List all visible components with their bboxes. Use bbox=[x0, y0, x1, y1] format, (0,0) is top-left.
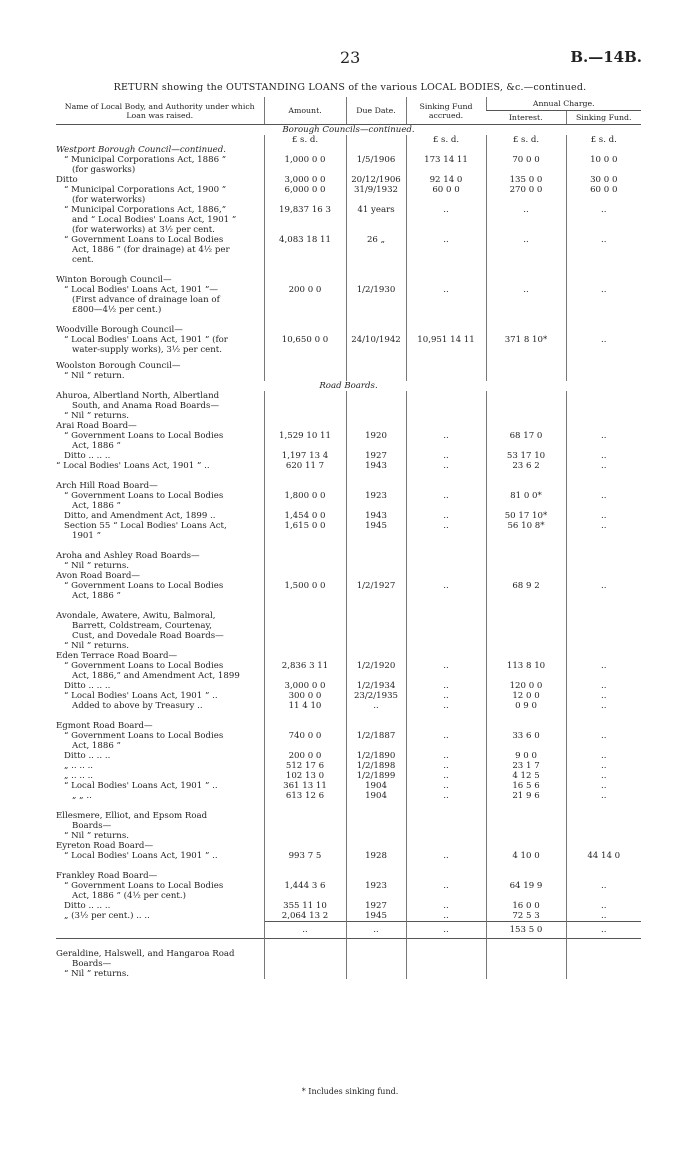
amount-cell: 300 0 0 bbox=[264, 691, 346, 701]
interest-cell: 23 1 7 bbox=[486, 761, 566, 771]
header-sinking-accrued: Sinking Fund accrued. bbox=[406, 97, 486, 125]
fund-cell: .. bbox=[566, 421, 641, 451]
table-row bbox=[56, 571, 641, 601]
table-row bbox=[56, 901, 641, 911]
body-name: Frankley Road Board— bbox=[56, 871, 158, 881]
authority-line: Act, 1886 ” bbox=[72, 501, 121, 511]
table-row bbox=[56, 361, 641, 381]
fund-cell: 10 0 0 bbox=[566, 145, 641, 175]
accrued-cell: 60 0 0 bbox=[406, 185, 486, 205]
fund-cell: .. bbox=[566, 325, 641, 355]
authority-line: Added to above by Treasury .. bbox=[72, 701, 203, 711]
table-row bbox=[56, 701, 641, 711]
authority-line: Ditto bbox=[56, 175, 78, 185]
authority-line: (for waterworks) at 3½ per cent. bbox=[72, 225, 215, 235]
amount-cell: 102 13 0 bbox=[264, 771, 346, 781]
authority-line: “ Local Bodies' Loans Act, 1901 ” .. bbox=[64, 851, 218, 861]
accrued-cell: .. bbox=[406, 781, 486, 791]
authority-line: “ Local Bodies' Loans Act, 1901 ” (for bbox=[64, 335, 228, 345]
table-row bbox=[56, 871, 641, 901]
body-name: Boards— bbox=[72, 959, 112, 969]
interest-cell: 371 8 10* bbox=[486, 325, 566, 355]
amount-cell: 1,000 0 0 bbox=[264, 145, 346, 175]
body-name: South, and Anama Road Boards— bbox=[72, 401, 220, 411]
table-row bbox=[56, 611, 641, 651]
due-cell: 24/10/1942 bbox=[346, 325, 406, 355]
authority-line: “ Nil ” returns. bbox=[64, 641, 129, 651]
table-row bbox=[56, 235, 641, 265]
amount-cell: 200 0 0 bbox=[264, 275, 346, 315]
currency-fund: £ s. d. bbox=[566, 135, 641, 145]
interest-cell: .. bbox=[486, 205, 566, 235]
due-cell: 1/2/1898 bbox=[346, 761, 406, 771]
authority-line: „ (3½ per cent.) .. .. bbox=[64, 911, 150, 921]
due-cell: 1/2/1890 bbox=[346, 751, 406, 761]
authority-line: (First advance of drainage loan of bbox=[72, 295, 220, 305]
accrued-cell: .. bbox=[406, 571, 486, 601]
fund-cell: 44 14 0 bbox=[566, 851, 641, 861]
authority-line: “ Local Bodies' Loans Act, 1901 ” .. bbox=[64, 781, 218, 791]
due-cell: 1927 bbox=[346, 901, 406, 911]
amount-cell: 993 7 5 bbox=[264, 851, 346, 861]
document-reference: B.—14B. bbox=[570, 48, 642, 66]
interest-cell: 23 6 2 bbox=[486, 461, 566, 471]
accrued-cell: .. bbox=[406, 701, 486, 711]
authority-line: water-supply works), 3½ per cent. bbox=[72, 345, 222, 355]
header-body: Name of Local Body, and Authority under which Loan was raised. bbox=[56, 97, 264, 125]
fund-cell: .. bbox=[566, 781, 641, 791]
due-cell: 1/2/1887 bbox=[346, 721, 406, 751]
currency-sinking: £ s. d. bbox=[406, 135, 486, 145]
accrued-cell: .. bbox=[406, 901, 486, 911]
authority-line: Act, 1886,” and Amendment Act, 1899 bbox=[72, 671, 240, 681]
interest-cell: 0 9 0 bbox=[486, 701, 566, 711]
interest-cell: 68 9 2 bbox=[486, 571, 566, 601]
table-row bbox=[56, 721, 641, 751]
authority-line: „ .. .. .. bbox=[64, 771, 94, 781]
interest-total-cell: 153 5 0 bbox=[486, 922, 566, 939]
due-cell: 1/5/1906 bbox=[346, 145, 406, 175]
authority-line: “ Local Bodies' Loans Act, 1901 ” .. bbox=[64, 691, 218, 701]
fund-cell: .. bbox=[566, 771, 641, 781]
amount-cell: 1,454 0 0 bbox=[264, 511, 346, 521]
fund-cell: .. bbox=[566, 651, 641, 681]
fund-cell: .. bbox=[566, 751, 641, 761]
section-borough-councils: Borough Councils—continued. bbox=[282, 125, 415, 135]
amount-cell: 361 13 11 bbox=[264, 781, 346, 791]
fund-cell: .. bbox=[566, 205, 641, 235]
accrued-cell: 92 14 0 bbox=[406, 175, 486, 185]
interest-cell: 53 17 10 bbox=[486, 451, 566, 461]
table-row bbox=[56, 185, 641, 205]
authority-line: Act, 1886 ” (for drainage) at 4½ per bbox=[72, 245, 230, 255]
authority-line: Act, 1886 ” bbox=[72, 741, 121, 751]
body-name: Westport Borough Council—continued. bbox=[56, 145, 226, 155]
fund-cell: .. bbox=[566, 901, 641, 911]
table-row bbox=[56, 421, 641, 451]
authority-line: “ Municipal Corporations Act, 1886,” bbox=[64, 205, 227, 215]
authority-line: Act, 1886 ” bbox=[72, 441, 121, 451]
table-row bbox=[56, 949, 641, 979]
currency-blank bbox=[56, 135, 264, 145]
body-name: Avon Road Board— bbox=[56, 571, 140, 581]
fund-cell: .. bbox=[566, 761, 641, 771]
due-cell: 1945 bbox=[346, 521, 406, 541]
fund-cell: .. bbox=[566, 571, 641, 601]
fund-cell: .. bbox=[566, 922, 641, 939]
amount-cell: 6,000 0 0 bbox=[264, 185, 346, 205]
amount-cell: 19,837 16 3 bbox=[264, 205, 346, 235]
interest-cell: 16 5 6 bbox=[486, 781, 566, 791]
accrued-cell: .. bbox=[406, 851, 486, 861]
accrued-cell: .. bbox=[406, 771, 486, 781]
header-amount: Amount. bbox=[264, 97, 346, 125]
accrued-cell: .. bbox=[406, 481, 486, 511]
amount-cell: 1,800 0 0 bbox=[264, 481, 346, 511]
authority-line: „ .. .. .. bbox=[64, 761, 94, 771]
accrued-cell: .. bbox=[406, 691, 486, 701]
fund-cell: .. bbox=[566, 721, 641, 751]
amount-cell: 1,197 13 4 bbox=[264, 451, 346, 461]
due-cell: 1904 bbox=[346, 791, 406, 801]
due-cell: 1927 bbox=[346, 451, 406, 461]
interest-cell: 70 0 0 bbox=[486, 145, 566, 175]
amount-cell: 2,836 3 11 bbox=[264, 651, 346, 681]
amount-cell: 740 0 0 bbox=[264, 721, 346, 751]
authority-line: £800—4½ per cent.) bbox=[72, 305, 162, 315]
accrued-cell: .. bbox=[406, 461, 486, 471]
body-name: Barrett, Coldstream, Courtenay, bbox=[72, 621, 212, 631]
authority-line: Ditto .. .. .. bbox=[64, 451, 111, 461]
authority-line: “ Local Bodies' Loans Act, 1901 ” .. bbox=[56, 461, 210, 471]
table-row bbox=[56, 851, 641, 861]
authority-line: “ Government Loans to Local Bodies bbox=[64, 661, 224, 671]
authority-line: “ Nil ” return. bbox=[64, 371, 125, 381]
body-name: Geraldine, Halswell, and Hangaroa Road bbox=[56, 949, 235, 959]
fund-cell: .. bbox=[566, 275, 641, 315]
authority-line: Ditto .. .. .. bbox=[64, 681, 111, 691]
due-cell: 1/2/1920 bbox=[346, 651, 406, 681]
table-row bbox=[56, 751, 641, 761]
accrued-cell: .. bbox=[406, 721, 486, 751]
authority-line: Act, 1886 ” (4½ per cent.) bbox=[72, 891, 186, 901]
due-cell: 31/9/1932 bbox=[346, 185, 406, 205]
footnote: * Includes sinking fund. bbox=[301, 1087, 399, 1096]
table-row bbox=[56, 145, 641, 175]
authority-line: „ „ .. bbox=[72, 791, 92, 801]
fund-cell: .. bbox=[566, 911, 641, 922]
fund-cell: .. bbox=[566, 481, 641, 511]
authority-line: cent. bbox=[72, 255, 94, 265]
authority-line: (for waterworks) bbox=[72, 195, 146, 205]
amount-cell: 512 17 6 bbox=[264, 761, 346, 771]
amount-cell: 3,000 0 0 bbox=[264, 681, 346, 691]
header-sinking-fund: Sinking Fund. bbox=[566, 111, 641, 125]
table-row bbox=[56, 781, 641, 791]
amount-cell: 10,650 0 0 bbox=[264, 325, 346, 355]
table-row bbox=[56, 691, 641, 701]
interest-cell: 12 0 0 bbox=[486, 691, 566, 701]
body-name: Arai Road Board— bbox=[56, 421, 137, 431]
table-row bbox=[56, 771, 641, 781]
authority-line: Act, 1886 ” bbox=[72, 591, 121, 601]
table-row bbox=[56, 681, 641, 691]
table-row bbox=[56, 451, 641, 461]
due-cell: 1/2/1899 bbox=[346, 771, 406, 781]
accrued-cell: .. bbox=[406, 922, 486, 939]
body-name: Arch Hill Road Board— bbox=[56, 481, 158, 491]
interest-cell: 64 19 9 bbox=[486, 871, 566, 901]
fund-cell: .. bbox=[566, 871, 641, 901]
fund-cell: .. bbox=[566, 681, 641, 691]
due-cell: 20/12/1906 bbox=[346, 175, 406, 185]
accrued-cell: .. bbox=[406, 681, 486, 691]
loans-table bbox=[56, 97, 641, 979]
authority-line: Ditto, and Amendment Act, 1899 .. bbox=[64, 511, 216, 521]
authority-line: “ Government Loans to Local Bodies bbox=[64, 235, 224, 245]
interest-cell: 33 6 0 bbox=[486, 721, 566, 751]
section-road-boards: Road Boards. bbox=[319, 381, 378, 391]
fund-cell: 30 0 0 bbox=[566, 175, 641, 185]
authority-line: “ Government Loans to Local Bodies bbox=[64, 731, 224, 741]
amount-cell: .. bbox=[264, 922, 346, 939]
due-cell: 1923 bbox=[346, 871, 406, 901]
interest-cell: 68 17 0 bbox=[486, 421, 566, 451]
due-cell: 1943 bbox=[346, 461, 406, 471]
body-name: Boards— bbox=[72, 821, 112, 831]
due-cell: 23/2/1935 bbox=[346, 691, 406, 701]
accrued-cell: .. bbox=[406, 521, 486, 541]
amount-cell: 1,444 3 6 bbox=[264, 871, 346, 901]
authority-line: “ Nil ” returns. bbox=[64, 411, 129, 421]
due-cell: 1/2/1930 bbox=[346, 275, 406, 315]
fund-cell: .. bbox=[566, 521, 641, 541]
accrued-cell: 10,951 14 11 bbox=[406, 325, 486, 355]
fund-cell: 60 0 0 bbox=[566, 185, 641, 205]
authority-line: and “ Local Bodies' Loans Act, 1901 ” bbox=[72, 215, 237, 225]
table-row bbox=[56, 481, 641, 511]
table-row bbox=[56, 651, 641, 681]
fund-cell: .. bbox=[566, 511, 641, 521]
fund-cell: .. bbox=[566, 701, 641, 711]
due-cell: 1923 bbox=[346, 481, 406, 511]
authority-line: “ Government Loans to Local Bodies bbox=[64, 491, 224, 501]
amount-cell: 355 11 10 bbox=[264, 901, 346, 911]
interest-cell: 135 0 0 bbox=[486, 175, 566, 185]
accrued-cell: .. bbox=[406, 751, 486, 761]
fund-cell: .. bbox=[566, 451, 641, 461]
body-name: Woolston Borough Council— bbox=[56, 361, 181, 371]
accrued-cell: .. bbox=[406, 275, 486, 315]
due-cell: 1/2/1934 bbox=[346, 681, 406, 691]
due-cell: 1945 bbox=[346, 911, 406, 922]
table-row bbox=[56, 175, 641, 185]
header-interest: Interest. bbox=[486, 111, 566, 125]
fund-cell: .. bbox=[566, 235, 641, 265]
interest-cell: 72 5 3 bbox=[486, 911, 566, 922]
accrued-cell: .. bbox=[406, 761, 486, 771]
due-cell: .. bbox=[346, 701, 406, 711]
fund-cell: .. bbox=[566, 691, 641, 701]
table-row bbox=[56, 791, 641, 801]
due-cell: 26 „ bbox=[346, 235, 406, 265]
authority-line: “ Nil ” returns. bbox=[64, 561, 129, 571]
interest-cell: 81 0 0* bbox=[486, 481, 566, 511]
authority-line: “ Government Loans to Local Bodies bbox=[64, 881, 224, 891]
table-row bbox=[56, 325, 641, 355]
table-row bbox=[56, 911, 641, 922]
currency-amount: £ s. d. bbox=[264, 135, 346, 145]
authority-line: “ Nil ” returns. bbox=[64, 831, 129, 841]
body-name: Avondale, Awatere, Awitu, Balmoral, bbox=[56, 611, 216, 621]
table-row bbox=[56, 205, 641, 235]
return-title: RETURN showing the OUTSTANDING LOANS of the various LOCAL BODIES, &c.—continued. bbox=[113, 82, 587, 93]
body-name: Eyreton Road Board— bbox=[56, 841, 154, 851]
accrued-cell: .. bbox=[406, 421, 486, 451]
interest-cell: 16 0 0 bbox=[486, 901, 566, 911]
table-row bbox=[56, 391, 641, 421]
authority-line: “ Local Bodies' Loans Act, 1901 ”— bbox=[64, 285, 218, 295]
currency-interest: £ s. d. bbox=[486, 135, 566, 145]
due-cell: 1/2/1927 bbox=[346, 571, 406, 601]
interest-cell: 56 10 8* bbox=[486, 521, 566, 541]
interest-cell: .. bbox=[486, 235, 566, 265]
accrued-cell: .. bbox=[406, 235, 486, 265]
table-row bbox=[56, 521, 641, 541]
interest-cell: 270 0 0 bbox=[486, 185, 566, 205]
accrued-cell: .. bbox=[406, 511, 486, 521]
authority-line: “ Government Loans to Local Bodies bbox=[64, 431, 224, 441]
accrued-cell: .. bbox=[406, 911, 486, 922]
accrued-cell: 173 14 11 bbox=[406, 145, 486, 175]
authority-line: “ Municipal Corporations Act, 1900 ” bbox=[64, 185, 227, 195]
due-cell: 1904 bbox=[346, 781, 406, 791]
body-name: Cust, and Dovedale Road Boards— bbox=[72, 631, 224, 641]
amount-cell: 2,064 13 2 bbox=[264, 911, 346, 922]
body-name: Egmont Road Board— bbox=[56, 721, 153, 731]
authority-line: Ditto .. .. .. bbox=[64, 751, 111, 761]
amount-cell: 613 12 6 bbox=[264, 791, 346, 801]
amount-cell: 620 11 7 bbox=[264, 461, 346, 471]
table-row bbox=[56, 761, 641, 771]
table-row bbox=[56, 275, 641, 315]
header-annual-charge: Annual Charge. bbox=[486, 97, 641, 111]
authority-line: “ Nil ” returns. bbox=[64, 969, 129, 979]
accrued-cell: .. bbox=[406, 871, 486, 901]
body-name: Ellesmere, Elliot, and Epsom Road bbox=[56, 811, 208, 821]
fund-cell: .. bbox=[566, 791, 641, 801]
amount-cell: 1,500 0 0 bbox=[264, 571, 346, 601]
table-row bbox=[56, 551, 641, 571]
amount-cell: 1,529 10 11 bbox=[264, 421, 346, 451]
body-name: Eden Terrace Road Board— bbox=[56, 651, 178, 661]
authority-line: (for gasworks) bbox=[72, 165, 136, 175]
header-due-date: Due Date. bbox=[346, 97, 406, 125]
interest-cell: 120 0 0 bbox=[486, 681, 566, 691]
page-number: 23 bbox=[340, 48, 361, 67]
authority-line: Ditto .. .. .. bbox=[64, 901, 111, 911]
authority-line: “ Municipal Corporations Act, 1886 ” bbox=[64, 155, 227, 165]
due-cell: 41 years bbox=[346, 205, 406, 235]
amount-cell: 200 0 0 bbox=[264, 751, 346, 761]
body-name: Ahuroa, Albertland North, Albertland bbox=[56, 391, 220, 401]
authority-line: “ Government Loans to Local Bodies bbox=[64, 581, 224, 591]
accrued-cell: .. bbox=[406, 651, 486, 681]
interest-cell: 21 9 6 bbox=[486, 791, 566, 801]
accrued-cell: .. bbox=[406, 205, 486, 235]
amount-cell: 4,083 18 11 bbox=[264, 235, 346, 265]
amount-cell: 1,615 0 0 bbox=[264, 521, 346, 541]
table-row bbox=[56, 811, 641, 851]
table-row bbox=[56, 511, 641, 521]
authority-line: Section 55 “ Local Bodies' Loans Act, bbox=[64, 521, 227, 531]
table-row bbox=[56, 461, 641, 471]
amount-cell: 11 4 10 bbox=[264, 701, 346, 711]
interest-cell: 4 12 5 bbox=[486, 771, 566, 781]
body-name: Winton Borough Council— bbox=[56, 275, 172, 285]
interest-cell: .. bbox=[486, 275, 566, 315]
total-row bbox=[56, 922, 641, 939]
due-cell: .. bbox=[346, 922, 406, 939]
due-cell: 1928 bbox=[346, 851, 406, 861]
fund-cell: .. bbox=[566, 461, 641, 471]
due-cell: 1943 bbox=[346, 511, 406, 521]
interest-cell: 4 10 0 bbox=[486, 851, 566, 861]
accrued-cell: .. bbox=[406, 451, 486, 461]
authority-line: 1901 ” bbox=[72, 531, 101, 541]
due-cell: 1920 bbox=[346, 421, 406, 451]
amount-cell: 3,000 0 0 bbox=[264, 175, 346, 185]
body-name: Woodville Borough Council— bbox=[56, 325, 183, 335]
interest-cell: 113 8 10 bbox=[486, 651, 566, 681]
accrued-cell: .. bbox=[406, 791, 486, 801]
interest-cell: 50 17 10* bbox=[486, 511, 566, 521]
interest-cell: 9 0 0 bbox=[486, 751, 566, 761]
body-name: Aroha and Ashley Road Boards— bbox=[56, 551, 200, 561]
